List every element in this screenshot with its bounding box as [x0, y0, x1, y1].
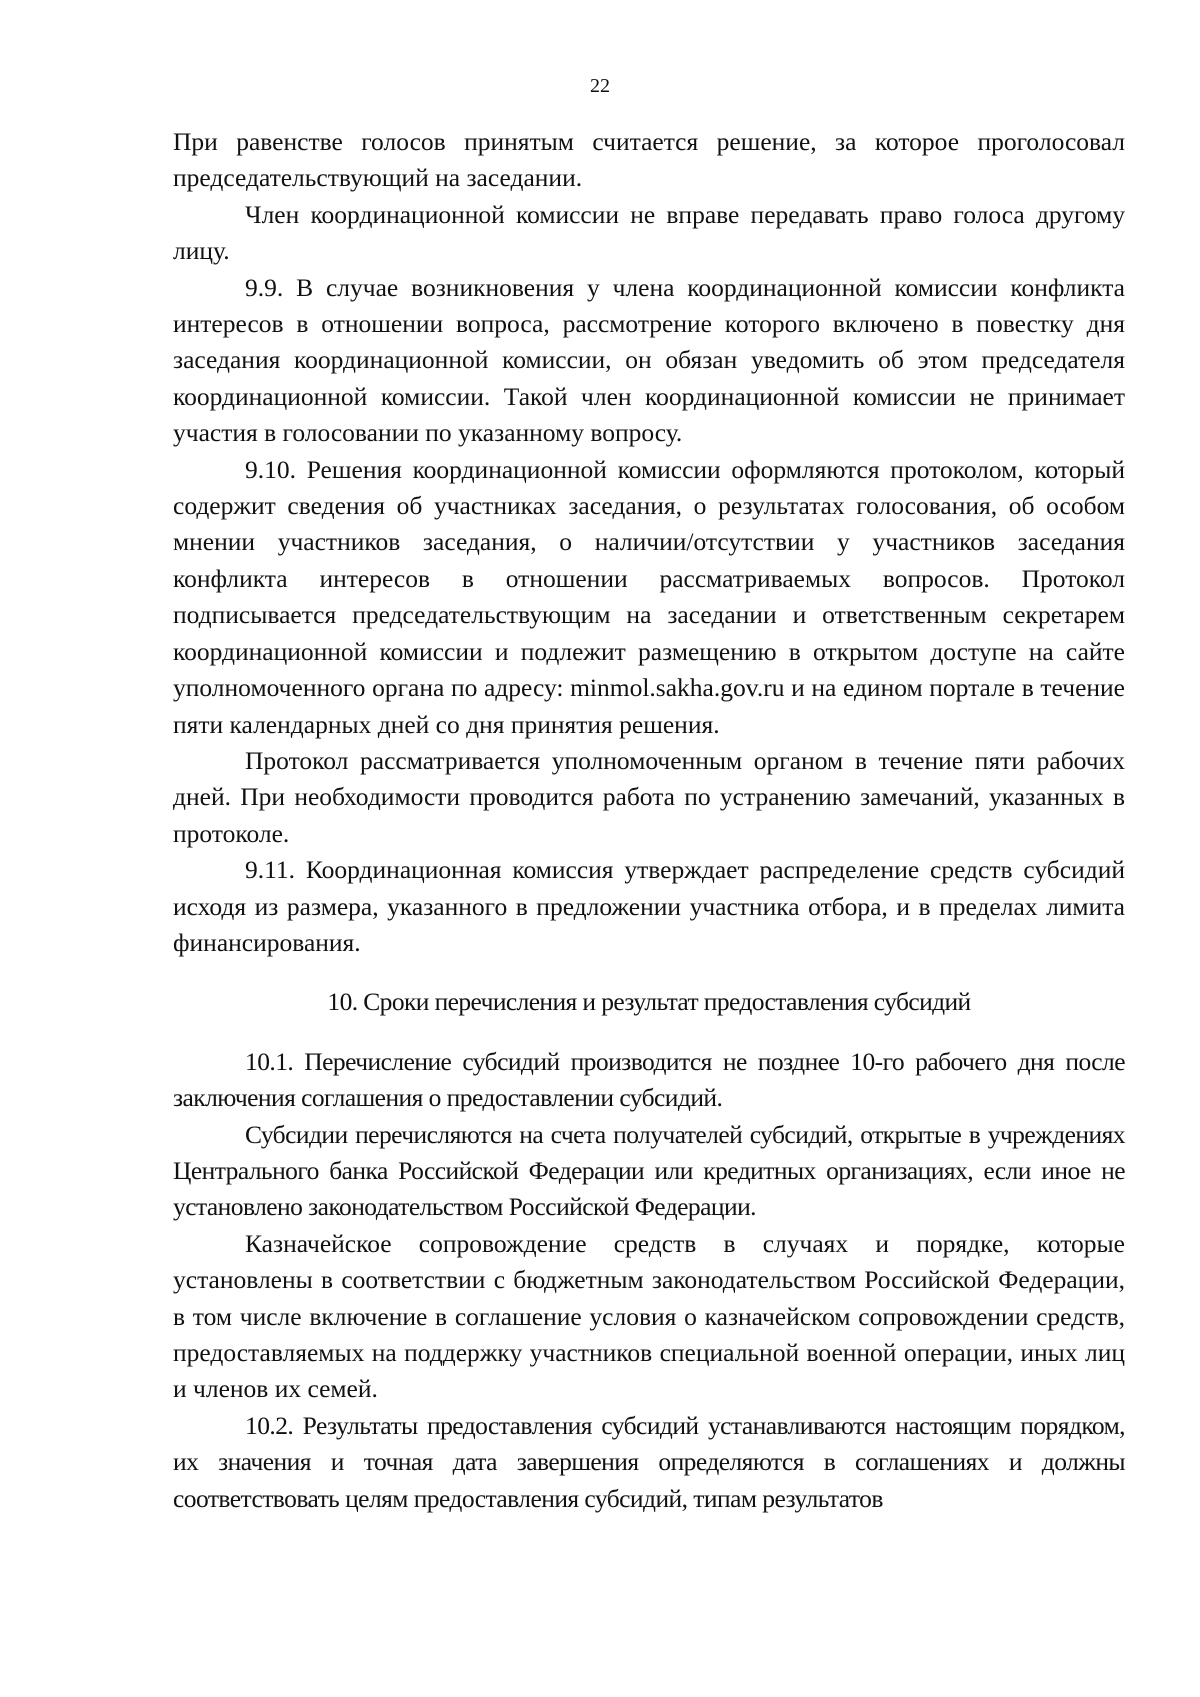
paragraph-tie-vote: При равенстве голосов принятым считается решение, за которое проголосовал председательствующий на заседании. — [173, 127, 1125, 193]
page-number: 22 — [590, 75, 610, 97]
paragraph-10-1: 10.1. Перечисление субсидий производится не позднее 10-го рабочего дня после заключения соглашения о предоставлении субсидий. — [173, 1046, 1125, 1113]
paragraph-protocol-review: Протокол рассматривается уполномоченным органом в течение пяти рабочих дней. При необходимости проводится работа по устранению замечаний, указанных в протоколе. — [173, 745, 1125, 848]
section-heading: 10. Сроки перечисления и результат предоставления субсидий — [327, 987, 971, 1017]
paragraph-9-10: 9.10. Решения координационной комиссии оформляются протоколом, который содержит сведения об участниках заседания, о результатах голосования, об особом мнении участников заседания, о наличии/отсутствии у участников заседания конфликта интересов в отношении рассматриваемых вопросов. Протокол подписывается председательствующим на заседании и ответственным секретарем координационной комиссии и подлежит размещению в открытом доступе на сайте уполномоченного органа по адресу: minmol.sakha.gov.ru и на едином портале в течение пяти календарных дней со дня принятия решения. — [173, 454, 1125, 739]
document-body — [173, 124, 1125, 1517]
paragraph-9-9: 9.9. В случае возникновения у члена координационной комиссии конфликта интересов в отношении вопроса, рассмотрение которого включено в повестку дня заседания координационной комиссии, он обязан уведомить об этом председателя координационной комиссии. Такой член координационной комиссии не принимает участия в голосовании по указанному вопросу. — [173, 272, 1125, 448]
paragraph-10-2: 10.2. Результаты предоставления субсидий устанавливаются настоящим порядком, их значения и точная дата завершения определяются в соглашениях и должны соответствовать целям предоставления субсидий, типам результатов — [173, 1410, 1125, 1513]
paragraph-subsidy-accounts: Субсидии перечисляются на счета получателей субсидий, открытые в учреждениях Центрального банка Российской Федерации или кредитных организациях, если иное не установлено законодательством Российской Федерации. — [173, 1119, 1125, 1222]
paragraph-9-11: 9.11. Координационная комиссия утверждает распределение средств субсидий исходя из размера, указанного в предложении участника отбора, и в пределах лимита финансирования. — [173, 855, 1125, 957]
paragraph-no-proxy-vote: Член координационной комиссии не вправе передавать право голоса другому лицу. — [173, 199, 1125, 266]
paragraph-treasury-support: Казначейское сопровождение средств в случаях и порядке, которые установлены в соответствии с бюджетным законодательством Российской Федерации, в том числе включение в соглашение условия о казначейском сопровождении средств, предоставляемых на поддержку участников специальной военной операции, иных лиц и членов их семей. — [173, 1228, 1125, 1404]
